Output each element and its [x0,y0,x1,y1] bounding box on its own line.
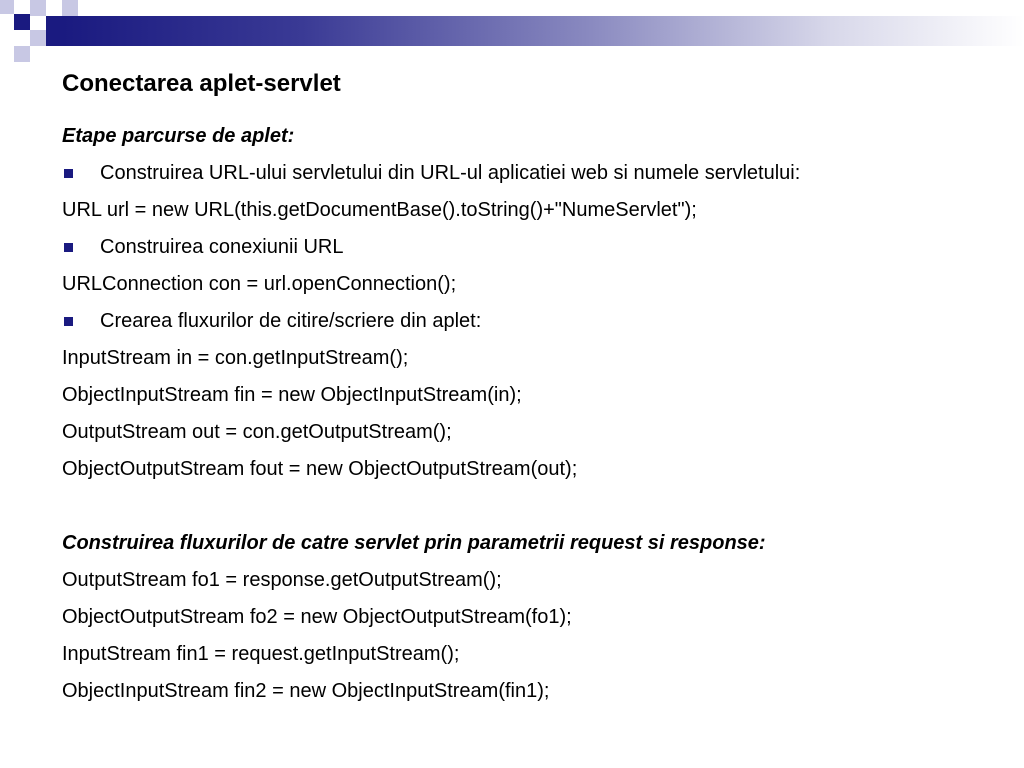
bullet-item [62,309,1002,333]
bullet-item [62,161,1002,185]
bullet-text: Construirea URL-ului servletului din URL-ul aplicatiei web si numele servletului: [100,162,801,184]
code-line: InputStream fin1 = request.getInputStream(); [62,643,460,665]
code-line: URLConnection con = url.openConnection(); [62,273,457,295]
square-bullet-icon [64,317,73,326]
slide-content [62,124,1002,716]
bullet-item [62,235,1002,259]
code-line: OutputStream fo1 = response.getOutputStream(); [62,569,502,591]
subheading-applet-steps: Etape parcurse de aplet: [62,125,295,147]
slide-title: Conectarea aplet-servlet [62,70,341,97]
code-line: ObjectOutputStream fout = new ObjectOutputStream(out); [62,458,578,480]
header-decoration-square [30,0,46,16]
header-gradient-bar [62,16,1024,46]
square-bullet-icon [64,169,73,178]
square-bullet-icon [64,243,73,252]
code-line: ObjectInputStream fin = new ObjectInputStream(in); [62,384,522,406]
code-line: InputStream in = con.getInputStream(); [62,347,409,369]
code-line: ObjectOutputStream fo2 = new ObjectOutputStream(fo1); [62,606,572,628]
spacer [62,494,1002,531]
header-decoration-square [30,30,46,46]
header-decoration-square [14,14,30,30]
header-decoration-square [62,0,78,16]
code-line: URL url = new URL(this.getDocumentBase().toString()+"NumeServlet"); [62,199,697,221]
code-line: OutputStream out = con.getOutputStream(); [62,421,452,443]
header-decoration-square [0,0,14,14]
subheading-servlet-streams: Construirea fluxurilor de catre servlet prin parametrii request si response: [62,532,766,554]
header-decoration-square [14,46,30,62]
header-decoration-square [46,16,62,46]
bullet-text: Construirea conexiunii URL [100,236,344,258]
code-line: ObjectInputStream fin2 = new ObjectInputStream(fin1); [62,680,550,702]
bullet-text: Crearea fluxurilor de citire/scriere din aplet: [100,310,482,332]
